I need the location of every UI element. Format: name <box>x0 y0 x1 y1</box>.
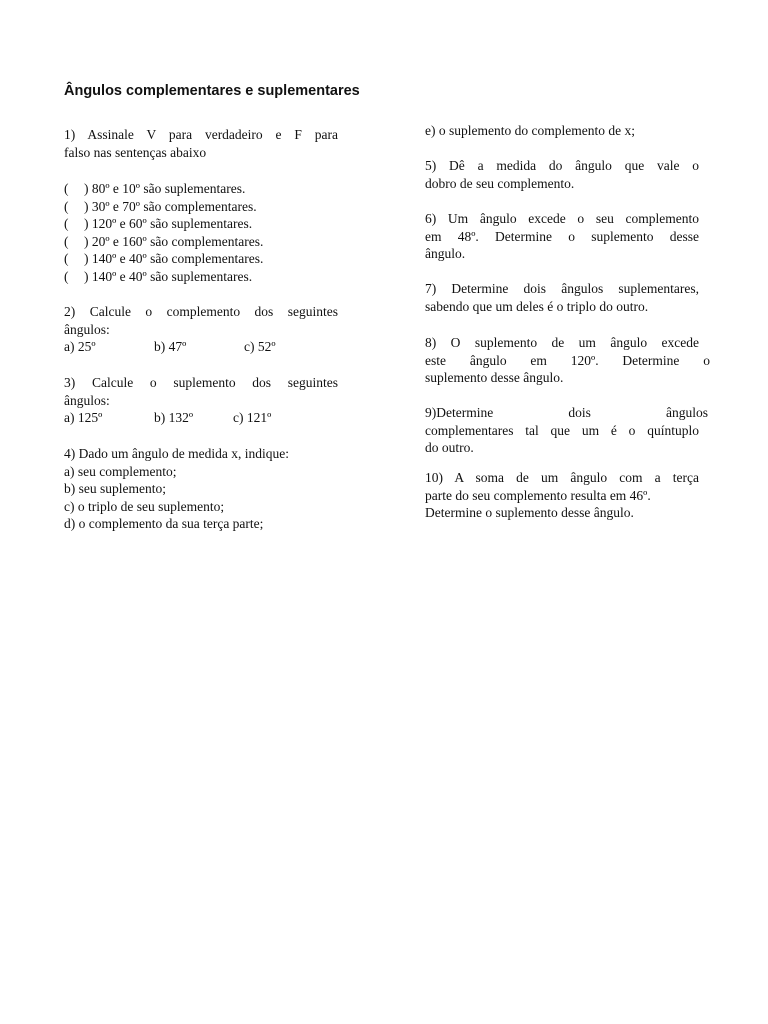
q4-prompt: 4) Dado um ângulo de medida x, indique: <box>64 446 289 461</box>
q1-statement-text: ) 20º e 160º são complementares. <box>84 233 264 249</box>
q4-item: c) o triplo de seu suplemento; <box>64 498 225 514</box>
q4-continued <box>425 122 699 140</box>
q7-line-2: sabendo que um deles é o triplo do outro. <box>425 298 649 314</box>
q2-option: a) 25º <box>64 339 96 354</box>
question-3 <box>64 374 338 427</box>
question-4 <box>64 445 338 533</box>
q1-statement-text: ) 30º e 70º são complementares. <box>84 198 257 214</box>
q1-statement <box>64 180 338 198</box>
question-9 <box>425 404 708 457</box>
q9-line-1: 9)Determine dois ângulos <box>425 405 708 420</box>
q9-line-3: do outro. <box>425 440 474 455</box>
q4-item: d) o complemento da sua terça parte; <box>64 516 264 531</box>
q1-answer-paren: ( <box>64 268 69 284</box>
q1-statement <box>64 198 338 216</box>
q2-options <box>64 338 338 356</box>
question-7 <box>425 280 699 315</box>
q1-statement-text: ) 80º e 10º são suplementares. <box>84 181 246 196</box>
q1-statement-text: ) 140º e 40º são complementares. <box>84 251 264 266</box>
page-title: Ângulos complementares e suplementares <box>64 83 360 99</box>
q10-line-3: Determine o suplemento desse ângulo. <box>425 505 634 520</box>
q3-prompt-line-1: 3) Calcule o suplemento dos seguintes <box>64 375 338 390</box>
q4-item: a) seu complemento; <box>64 463 177 479</box>
q2-option: c) 52º <box>244 339 276 354</box>
q10-line-2: parte do seu complemento resulta em 46º. <box>425 487 651 503</box>
q6-line-2: em 48º. Determine o suplemento desse <box>425 228 699 244</box>
q1-statement-list <box>64 180 338 285</box>
q3-option: c) 121º <box>233 410 272 425</box>
q2-prompt-line-1: 2) Calcule o complemento dos seguintes <box>64 304 338 319</box>
q1-statement-text: ) 140º e 40º são suplementares. <box>84 268 253 284</box>
q3-option: a) 125º <box>64 410 103 425</box>
q1-statement <box>64 250 338 268</box>
q6-line-1: 6) Um ângulo excede o seu complemento <box>425 211 699 226</box>
q1-answer-paren: ( <box>64 198 69 214</box>
q1-statement-text: ) 120º e 60º são suplementares. <box>84 216 253 231</box>
question-1 <box>64 126 338 161</box>
q8-line-1: 8) O suplemento de um ângulo excede <box>425 335 699 350</box>
q1-answer-paren: ( <box>64 233 69 249</box>
question-6 <box>425 210 699 263</box>
q1-statement <box>64 215 338 233</box>
q1-answer-paren: ( <box>64 181 69 196</box>
q1-answer-paren: ( <box>64 216 69 231</box>
q5-line-1: 5) Dê a medida do ângulo que vale o <box>425 158 699 173</box>
q3-prompt-line-2: ângulos: <box>64 392 110 408</box>
q1-statement <box>64 233 338 251</box>
q6-line-3: ângulo. <box>425 246 466 261</box>
q4-item: b) seu suplemento; <box>64 481 166 496</box>
q8-line-3: suplemento desse ângulo. <box>425 370 564 385</box>
question-8 <box>425 334 710 387</box>
q5-line-2: dobro de seu complemento. <box>425 175 575 191</box>
q7-line-1: 7) Determine dois ângulos suplementares, <box>425 281 699 296</box>
q1-answer-paren: ( <box>64 251 69 266</box>
q3-options <box>64 409 338 427</box>
q1-prompt-line-2: falso nas sentenças abaixo <box>64 144 207 160</box>
q4-item: e) o suplemento do complemento de x; <box>425 123 635 138</box>
q2-option: b) 47º <box>154 339 187 354</box>
question-5 <box>425 157 699 192</box>
question-10 <box>425 469 699 522</box>
q9-line-2: complementares tal que um é o quíntuplo <box>425 422 699 438</box>
q8-line-2: este ângulo em 120º. Determine o <box>425 352 710 368</box>
q10-line-1: 10) A soma de um ângulo com a terça <box>425 470 699 485</box>
q3-option: b) 132º <box>154 410 194 425</box>
question-2 <box>64 303 338 356</box>
q2-prompt-line-2: ângulos: <box>64 321 110 337</box>
q1-statement <box>64 268 338 286</box>
q1-prompt-line-1: 1) Assinale V para verdadeiro e F para <box>64 127 338 142</box>
